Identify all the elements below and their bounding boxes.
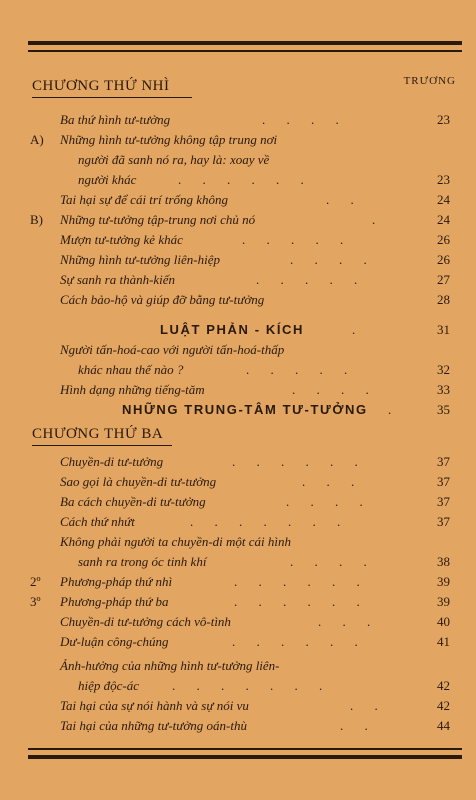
toc-section-heading: LUẬT PHẢN - KÍCH . 31 xyxy=(160,322,450,337)
toc-entry: Cách bảo-hộ và giúp đỡ bằng tư-tưởng 28 xyxy=(60,292,450,307)
toc-entry: Dư-luận công-chúng . . . . . . 41 xyxy=(60,634,450,649)
toc-entry: Ba cách chuyền-di tư-tưởng . . . . 37 xyxy=(60,494,450,509)
toc-entry: 3º Phương-pháp thứ ba . . . . . . 39 xyxy=(30,594,450,609)
toc-section-heading: NHỮNG TRUNG-TÂM TƯ-TƯỞNG . 35 xyxy=(122,402,450,417)
top-rule-thin xyxy=(28,50,462,52)
chapter-three-underline xyxy=(32,445,172,447)
toc-entry: Những hình tư-tưởng liên-hiệp . . . . 26 xyxy=(60,252,450,267)
chapter-two-title: CHƯƠNG THỨ NHÌ xyxy=(32,78,452,95)
toc-entry: Ảnh-hưởng của những hình tư-tưởng liên- xyxy=(60,658,280,673)
toc-entry: Chuyền-di tư-tưởng cách vô-tình . . . 40 xyxy=(60,614,450,629)
toc-entry: Cách thứ nhứt . . . . . . . 37 xyxy=(60,514,450,529)
page-column-label: TRƯƠNG xyxy=(403,75,456,87)
toc-entry: B) Những tư-tưởng tập-trung nơi chủ nó . 24 xyxy=(30,212,450,227)
bottom-rule-thick xyxy=(28,755,462,759)
toc-entry: Chuyền-di tư-tưởng . . . . . . 37 xyxy=(60,454,450,469)
toc-entry: Hình dạng những tiếng-tăm . . . . 33 xyxy=(60,382,450,397)
toc-entry: 2º Phương-pháp thứ nhì . . . . . . 39 xyxy=(30,574,450,589)
toc-entry-continuation-last: khác nhau thế nào ? . . . . . 32 xyxy=(78,362,450,377)
toc-entry: A) Những hình tư-tưởng không tập trung nơi xyxy=(30,132,278,147)
chapter-two-underline xyxy=(32,97,192,99)
top-rule-thick xyxy=(28,41,462,45)
toc-entry: Tai hại sự để cái trí trống không . . 24 xyxy=(60,192,450,207)
toc-entry: Ba thứ hình tư-tưởng . . . . 23 xyxy=(60,112,450,127)
toc-entry: Sự sanh ra thành-kiến . . . . . 27 xyxy=(60,272,450,287)
toc-entry-continuation-last: sanh ra trong óc tinh khí . . . . 38 xyxy=(78,554,450,569)
toc-entry: Người tấn-hoá-cao với người tấn-hoá-thấp xyxy=(60,342,285,357)
toc-entry: Không phải người ta chuyền-di một cái hình xyxy=(60,534,292,549)
toc-entry: Mượn tư-tưởng kẻ khác . . . . . 26 xyxy=(60,232,450,247)
bottom-rule-thin xyxy=(28,748,462,750)
chapter-three-title: CHƯƠNG THỨ BA xyxy=(32,426,452,443)
toc-entry-continuation-last: người khác . . . . . . 23 xyxy=(78,172,450,187)
toc-entry-continuation: người đã sanh nó ra, hay là: xoay về xyxy=(78,152,270,167)
toc-entry: Sao gọi là chuyền-di tư-tưởng . . . 37 xyxy=(60,474,450,489)
toc-entry-continuation-last: hiệp độc-ác . . . . . . . 42 xyxy=(78,678,450,693)
toc-entry: Tai hại của sự nói hành và sự nói vu . . 42 xyxy=(60,698,450,713)
toc-entry: Tai hại của những tư-tưởng oán-thù . . 44 xyxy=(60,718,450,733)
